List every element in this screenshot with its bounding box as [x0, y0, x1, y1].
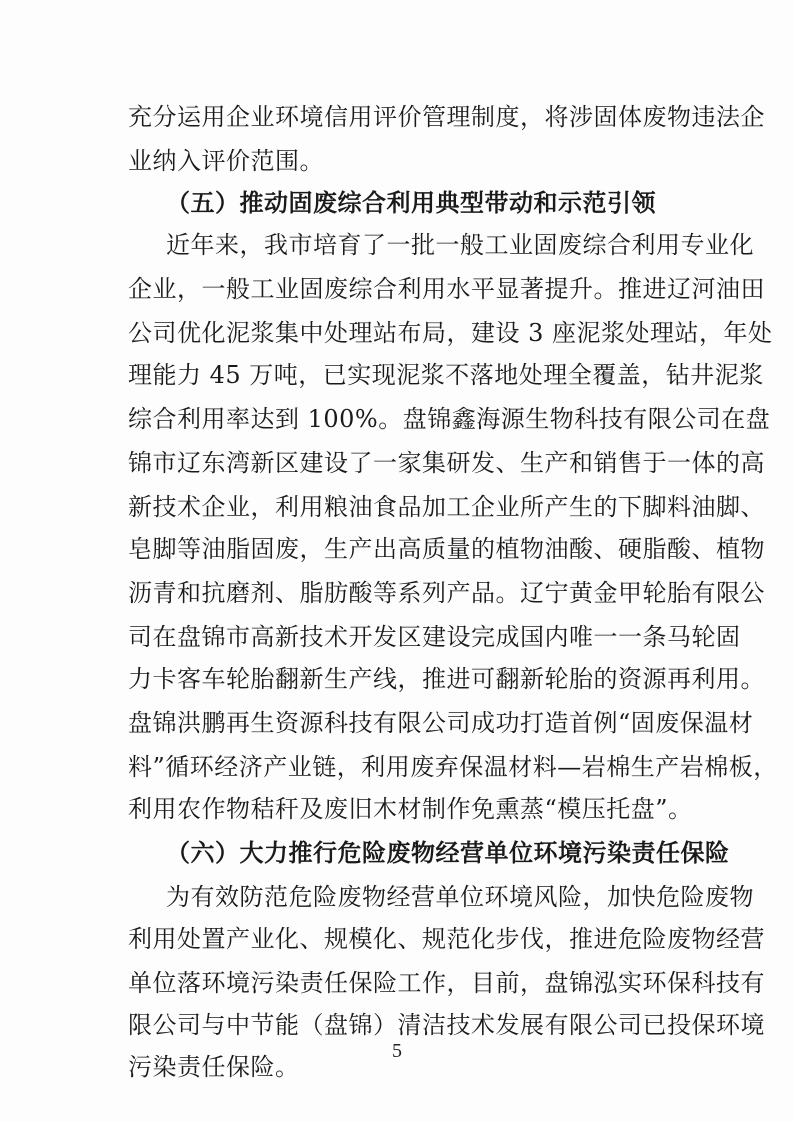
paragraph-line: 料”循环经济产业链，利用废弃保温材料—岩棉生产岩棉板，: [128, 753, 778, 781]
paragraph-line: 充分运用企业环境信用评价管理制度，将涉固体废物违法企: [128, 103, 765, 131]
paragraph-line: 沥青和抗磨剂、脂肪酸等系列产品。辽宁黄金甲轮胎有限公: [128, 579, 765, 607]
paragraph-line: 司在盘锦市高新技术开发区建设完成国内唯一一条马轮固: [128, 623, 741, 651]
paragraph-line: 业纳入评价范围。: [128, 147, 324, 175]
paragraph-line: 公司优化泥浆集中处理站布局，建设 3 座泥浆处理站，年处: [128, 319, 773, 347]
section-heading-6: （六）大力推行危险废物经营单位环境污染责任保险: [166, 838, 730, 867]
paragraph-line: 为有效防范危险废物经营单位环境风险，加快危险废物: [166, 883, 754, 911]
paragraph-line: 企业，一般工业固废综合利用水平显著提升。推进辽河油田: [128, 275, 765, 303]
paragraph-line: 污染责任保险。: [128, 1053, 300, 1081]
paragraph-line: 利用处置产业化、规模化、规范化步伐，推进危险废物经营: [128, 925, 765, 953]
section-heading-5: （五）推动固废综合利用典型带动和示范引领: [166, 188, 656, 217]
page-number: 5: [392, 1040, 402, 1062]
paragraph-line: 近年来，我市培育了一批一般工业固废综合利用专业化: [166, 231, 754, 259]
paragraph-line: 锦市辽东湾新区建设了一家集研发、生产和销售于一体的高: [128, 449, 765, 477]
paragraph-line: 理能力 45 万吨，已实现泥浆不落地处理全覆盖，钻井泥浆: [128, 361, 764, 389]
paragraph-line: 力卡客车轮胎翻新生产线，推进可翻新轮胎的资源再利用。: [128, 665, 765, 693]
paragraph-line: 皂脚等油脂固废，生产出高质量的植物油酸、硬脂酸、植物: [128, 535, 765, 563]
paragraph-line: 综合利用率达到 100%。盘锦鑫海源生物科技有限公司在盘: [128, 405, 771, 433]
paragraph-line: 新技术企业，利用粮油食品加工企业所产生的下脚料油脚、: [128, 493, 765, 521]
paragraph-line: 限公司与中节能（盘锦）清洁技术发展有限公司已投保环境: [128, 1011, 765, 1039]
paragraph-line: 单位落环境污染责任保险工作，目前，盘锦泓实环保科技有: [128, 969, 765, 997]
paragraph-line: 盘锦洪鹏再生资源科技有限公司成功打造首例“固废保温材: [128, 709, 754, 737]
paragraph-line: 利用农作物秸秆及废旧木材制作免熏蒸“模压托盘”。: [128, 795, 693, 823]
